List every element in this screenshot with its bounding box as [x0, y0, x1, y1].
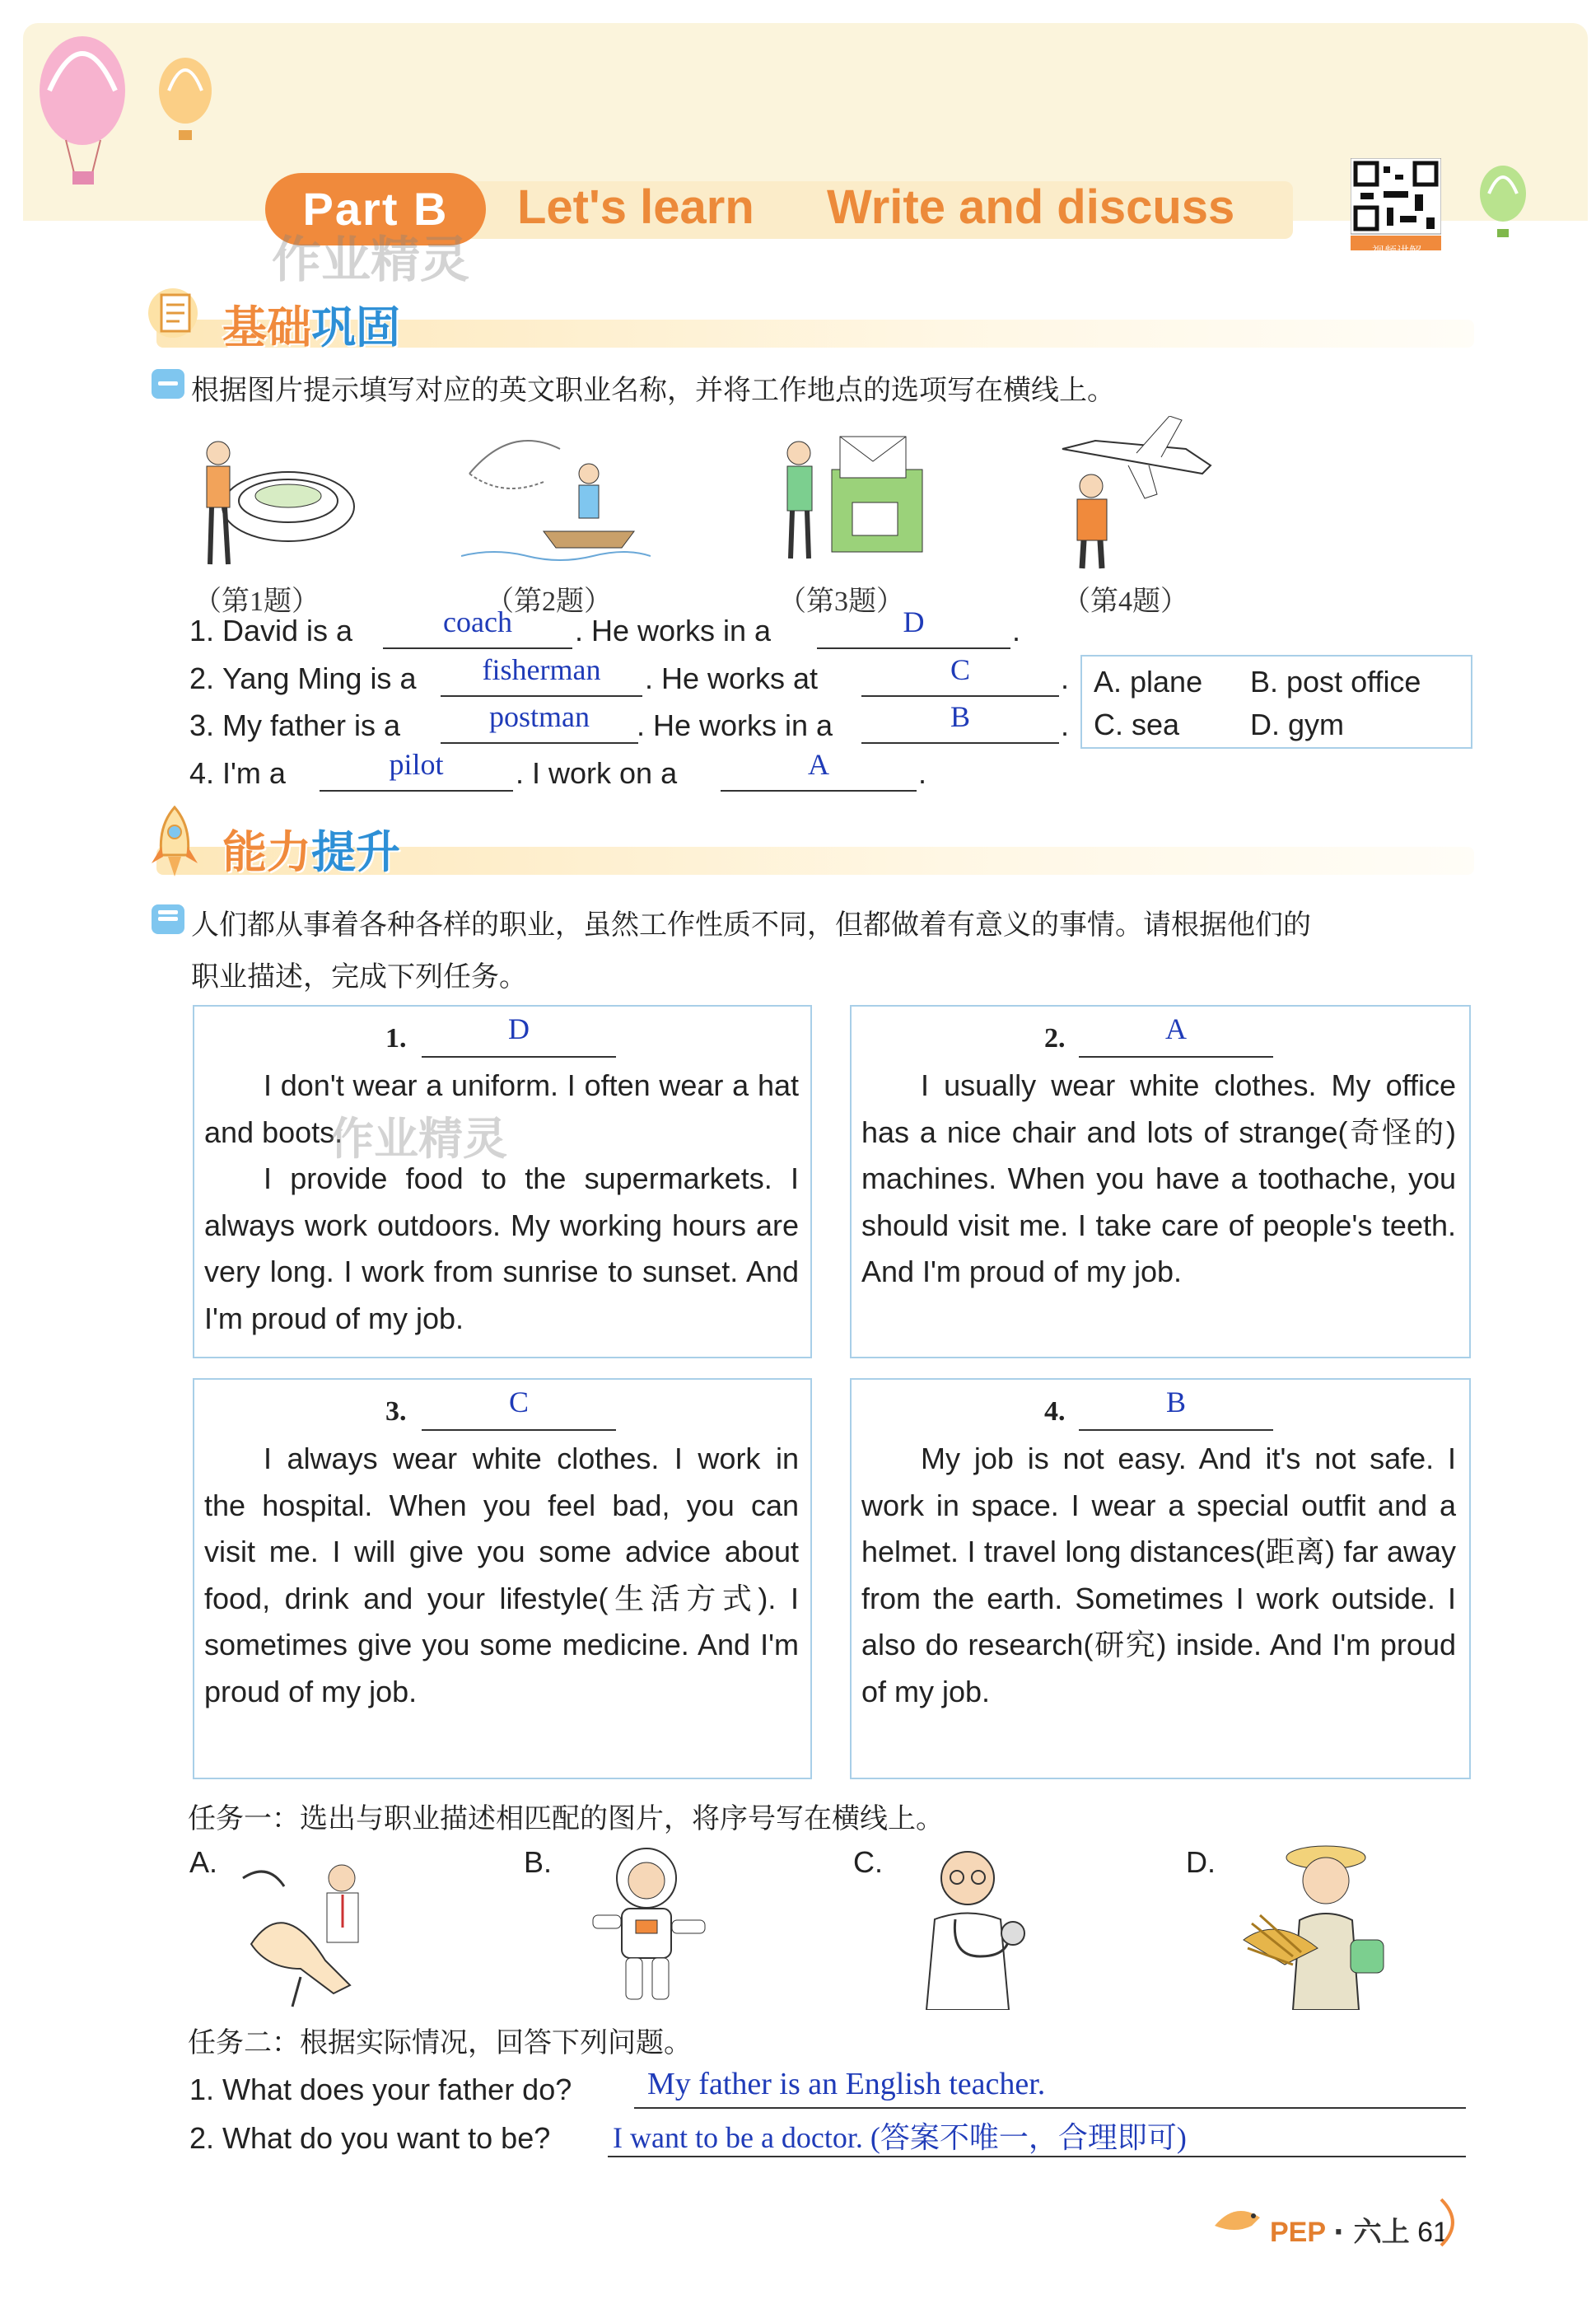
picture-label-c: C. — [853, 1845, 883, 1879]
postman-post-office-picture — [758, 420, 931, 564]
picture-label-d: D. — [1186, 1845, 1216, 1879]
box-2-text — [861, 1063, 1456, 1296]
page-number: 61 — [1417, 2217, 1449, 2248]
lesson-title-write-discuss: Write and discuss — [827, 180, 1235, 234]
box-1-paragraph-2: I provide food to the supermarkets. I always work outdoors. My working hours are very long. I work from sunrise to sunset. And I'm proud of my job. — [204, 1161, 799, 1335]
lesson-title-lets-learn: Let's learn — [517, 180, 754, 234]
caption-2: （第2题） — [486, 587, 612, 617]
caption-4: （第4题） — [1062, 587, 1188, 617]
question-2-number: 2. — [189, 2121, 215, 2155]
question-1-text: What does your father do? — [222, 2073, 572, 2106]
watermark: 作业精灵 — [272, 231, 469, 289]
green-balloon-icon — [1474, 165, 1532, 247]
pilot-plane-picture — [1046, 416, 1223, 572]
item-4-text-a: I'm a — [222, 756, 286, 790]
box-4-paragraph-1: My job is not easy. And it's not safe. I work in space. I wear a special outfit and a helmet. I travel long distances(距离) far away from the earth. Sometimes I work outside. I also do research(研究) inside. And I'm proud of my job. — [861, 1442, 1456, 1708]
question-2-text: What do you want to be? — [222, 2121, 551, 2155]
box-2-answer: A — [1165, 1012, 1187, 1045]
item-3-end: . — [1061, 708, 1070, 742]
option-b: B. post office — [1250, 665, 1421, 699]
item-2-number: 2. — [189, 661, 215, 695]
item-2-text-a: Yang Ming is a — [222, 661, 417, 695]
box-1-answer: D — [508, 1012, 530, 1045]
task1-instruction: 任务一：选出与职业描述相匹配的图片，将序号写在横线上。 — [188, 1802, 944, 1835]
rocket-icon — [150, 806, 199, 880]
exercise-1-badge — [152, 369, 184, 399]
caption-1: （第1题） — [194, 587, 320, 617]
item-1-answer-place: D — [903, 605, 925, 638]
footer-brand: PEP — [1270, 2217, 1326, 2248]
exercise-2-badge — [152, 904, 184, 934]
coach-gym-picture — [185, 428, 358, 572]
dentist-picture — [235, 1845, 383, 2010]
hot-air-balloon-icon — [33, 33, 140, 189]
picture-label-b: B. — [524, 1845, 553, 1879]
page-curl-icon — [1433, 2198, 1466, 2247]
item-3-answer-job: postman — [489, 700, 590, 733]
item-1-text-a: David is a — [222, 614, 353, 647]
box-2-number: 2. — [1044, 1023, 1066, 1054]
item-2-text-b: . He works at — [645, 661, 819, 695]
section1-instruction: 根据图片提示填写对应的英文职业名称，并将工作地点的选项写在横线上。 — [191, 374, 1115, 407]
options-box — [1080, 655, 1472, 749]
small-balloon-icon — [152, 58, 218, 148]
doctor-picture — [906, 1841, 1046, 2010]
box-1-paragraph-1: I don't wear a uniform. I often wear a hat and boots. — [204, 1068, 799, 1149]
option-a: A. plane — [1094, 665, 1203, 699]
item-3-text-a: My father is a — [222, 708, 401, 742]
box-3-answer: C — [508, 1386, 529, 1418]
section2-instruction-line2: 职业描述，完成下列任务。 — [191, 960, 527, 993]
box-1-number: 1. — [385, 1023, 407, 1054]
item-4-end: . — [918, 756, 927, 790]
picture-label-a: A. — [189, 1845, 218, 1879]
section2-instruction-line1: 人们都从事着各种各样的职业，虽然工作性质不同，但都做着有意义的事情。请根据他们的 — [191, 909, 1311, 942]
question-1-answer: My father is an English teacher. — [647, 2067, 1046, 2101]
item-3-answer-place: B — [950, 700, 970, 733]
box-4-answer: B — [1165, 1386, 1186, 1418]
task2-instruction: 任务二：根据实际情况，回答下列问题。 — [188, 2026, 692, 2059]
item-2-answer-job: fisherman — [482, 653, 601, 686]
footer — [1270, 2209, 1449, 2250]
item-1-end: . — [1012, 614, 1021, 647]
option-d: D. gym — [1250, 708, 1345, 741]
box-3-text — [204, 1436, 799, 1715]
box-3-paragraph-1: I always wear white clothes. I work in the hospital. When you feel bad, you can visit me. I will give you some advice about food, drink and your lifestyle(生活方式). I sometimes give you some medicine. And I'm proud of my job. — [204, 1442, 799, 1708]
option-c: C. sea — [1094, 708, 1180, 741]
box-3-number: 3. — [385, 1396, 407, 1427]
footer-grade: · 六上 — [1332, 2216, 1410, 2249]
notepad-icon — [147, 280, 204, 346]
item-4-answer-job: pilot — [389, 748, 444, 781]
caption-3: （第3题） — [778, 587, 904, 617]
item-1-answer-job: coach — [443, 605, 512, 638]
item-4-number: 4. — [189, 756, 215, 790]
question-1-number: 1. — [189, 2073, 215, 2106]
section1-title: 基础巩固 — [222, 301, 400, 353]
item-1-text-b: . He works in a — [575, 614, 772, 647]
bird-icon — [1211, 2201, 1268, 2237]
section2-title: 能力提升 — [222, 826, 400, 878]
farmer-picture — [1235, 1841, 1392, 2010]
box-4-text — [861, 1436, 1456, 1715]
qr-code-icon[interactable] — [1351, 158, 1441, 250]
question-2-answer: I want to be a doctor. (答案不唯一，合理即可) — [613, 2121, 1187, 2154]
item-4-text-b: . I work on a — [516, 756, 678, 790]
item-3-number: 3. — [189, 708, 215, 742]
box-2-paragraph-1: I usually wear white clothes. My office has a nice chair and lots of strange(奇怪的) machines. When you have a toothache, you should visit me. I take care of people's teeth. And I'm proud of my job. — [861, 1068, 1456, 1288]
part-label: Part B — [265, 173, 486, 245]
item-3-text-b: . He works in a — [637, 708, 833, 742]
box-4-number: 4. — [1044, 1396, 1066, 1427]
item-2-end: . — [1061, 661, 1070, 695]
astronaut-picture — [576, 1841, 716, 2010]
item-1-number: 1. — [189, 614, 215, 647]
qr-caption: 视频讲解 — [1371, 244, 1421, 259]
fisherman-sea-picture — [461, 424, 651, 568]
watermark-2: 作业精灵 — [329, 1113, 507, 1165]
item-4-answer-place: A — [808, 748, 829, 781]
item-2-answer-place: C — [950, 653, 970, 686]
